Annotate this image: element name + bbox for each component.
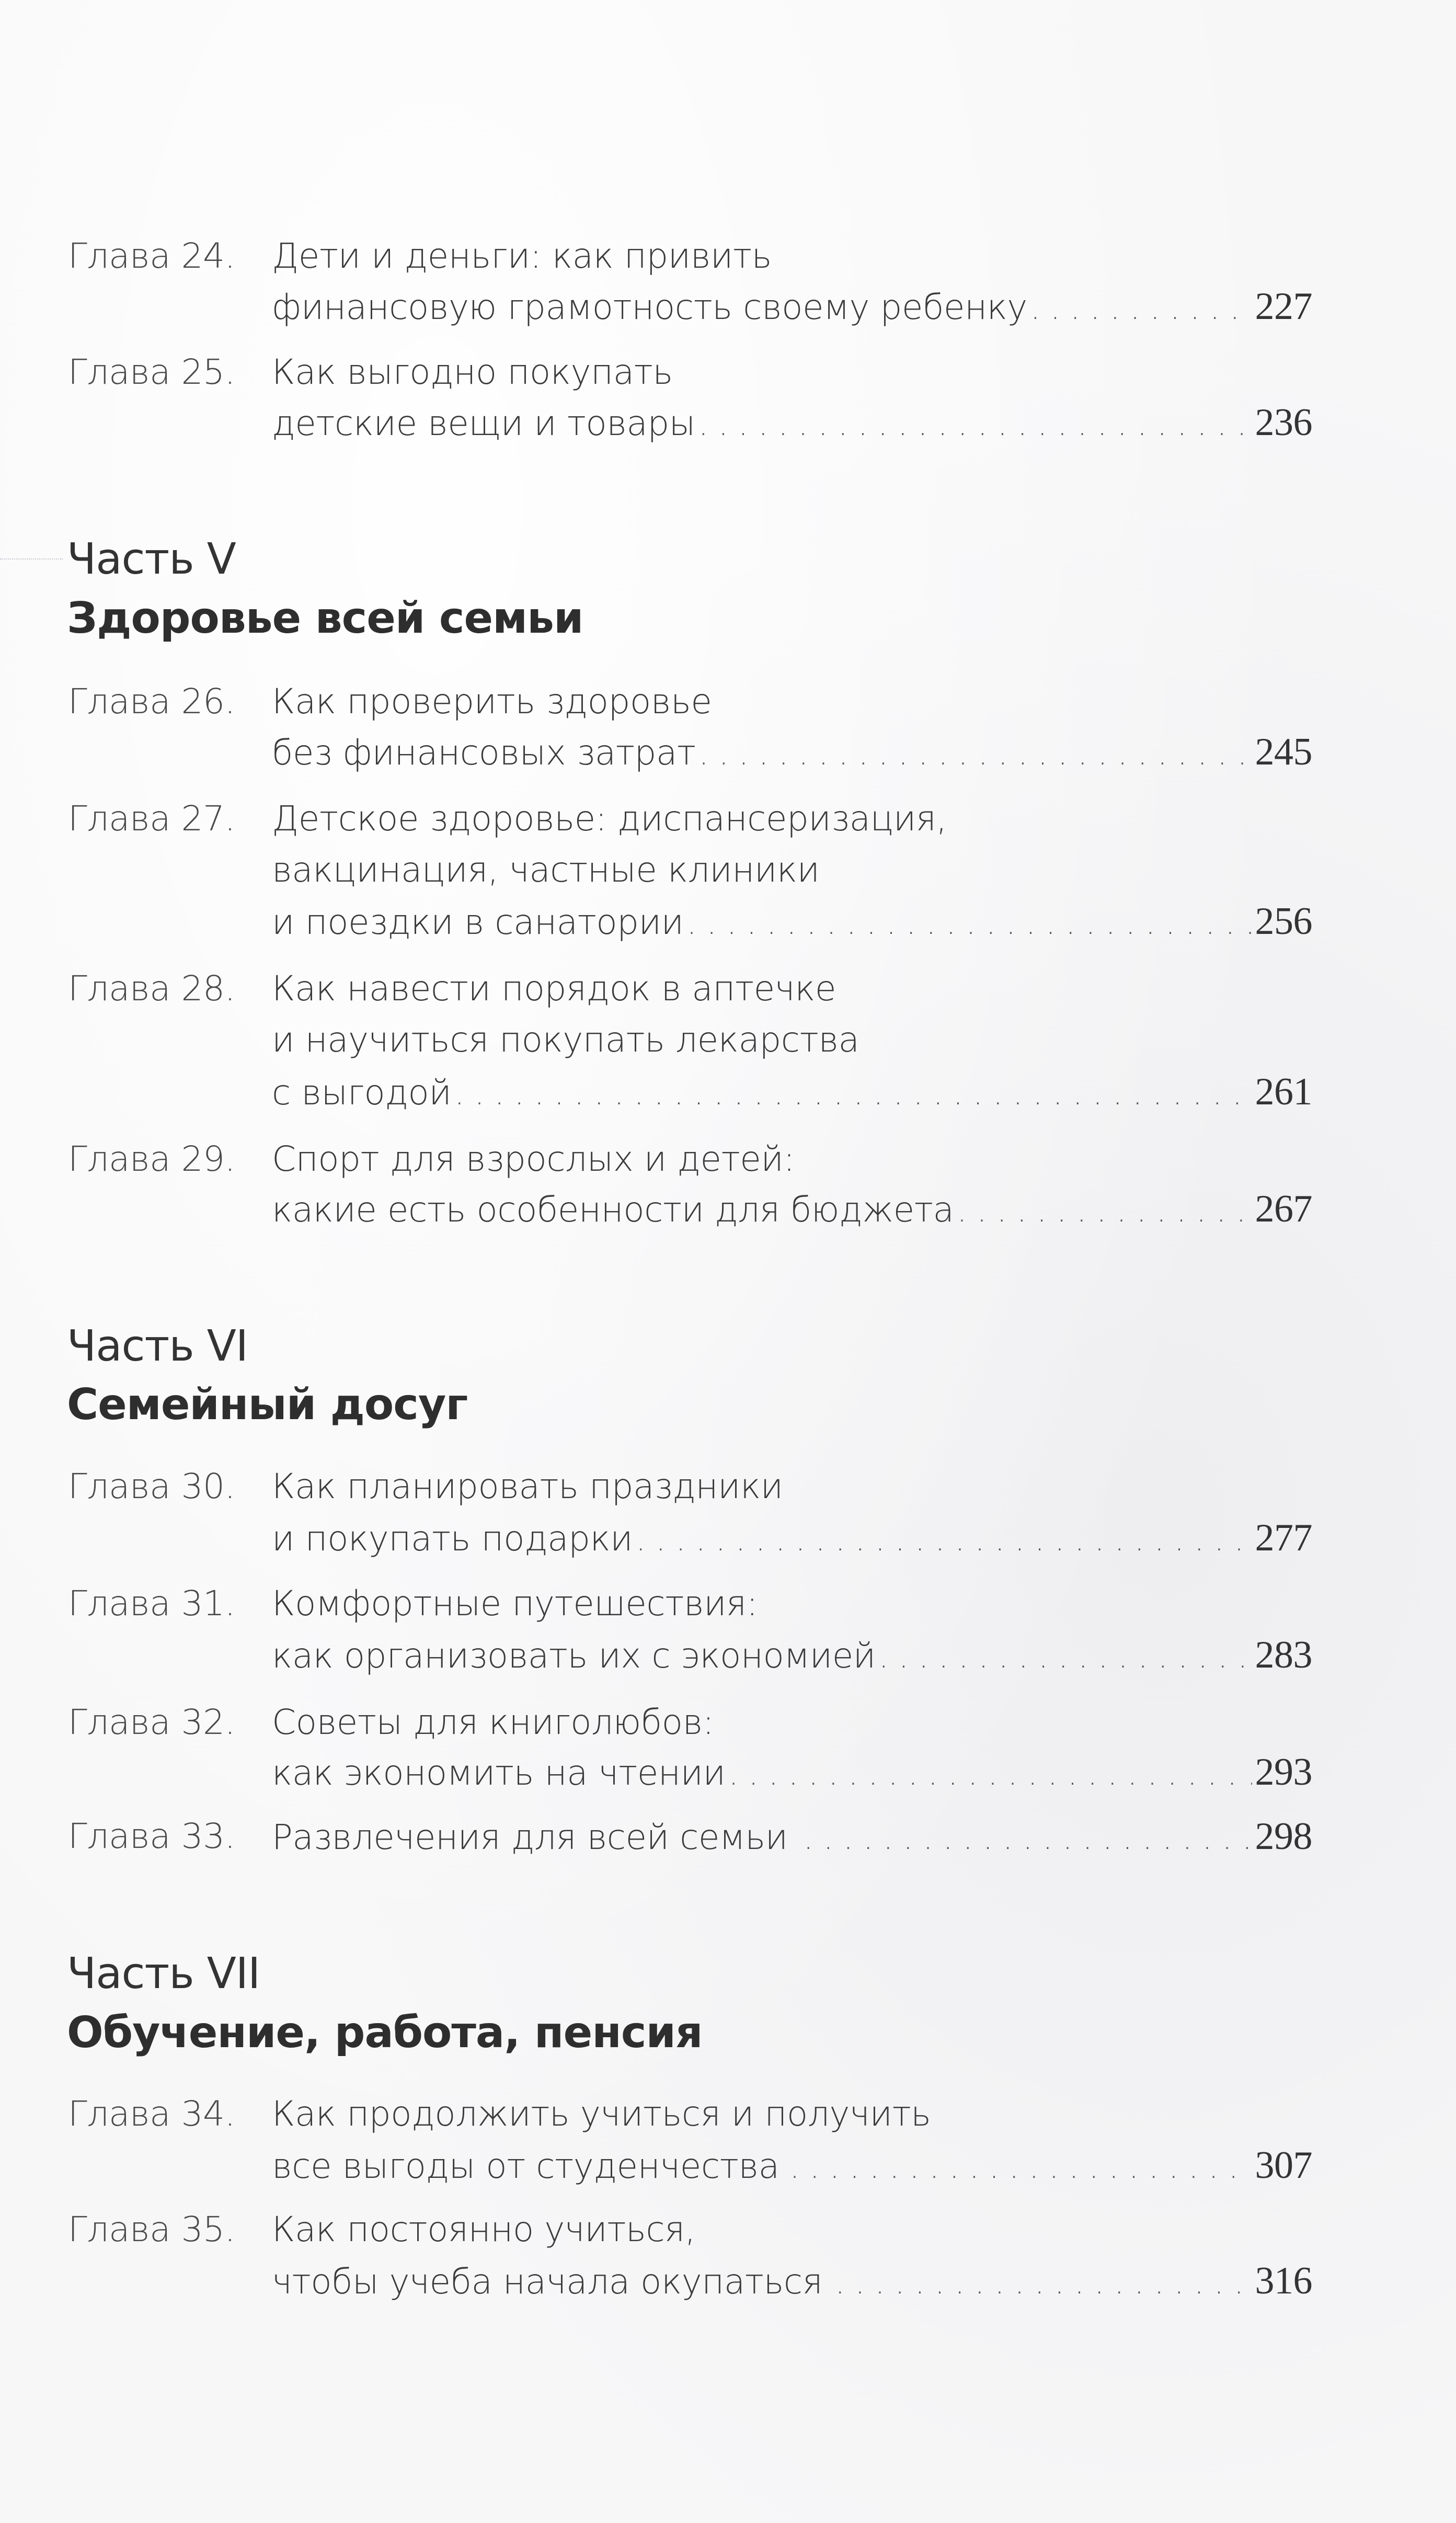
chapter-title-line: Как выгодно покупать <box>272 352 673 392</box>
dot-leader <box>687 898 1252 949</box>
dot-leader <box>454 1069 1252 1119</box>
toc-line <box>68 1462 1312 1512</box>
dot-leader <box>804 1813 1252 1864</box>
chapter-title-line: Советы для книголюбов: <box>272 1702 714 1742</box>
chapter-title-line: без финансовых затрат <box>272 733 696 773</box>
chapter-title-line: Развлечения для всей семьи <box>272 1817 788 1857</box>
margin-mark <box>0 558 63 560</box>
dot-leader <box>835 2258 1252 2308</box>
toc-line <box>68 1184 1312 1234</box>
chapter-label: Глава 28. <box>68 968 235 1009</box>
chapter-title-line: Спорт для взрослых и детей: <box>272 1139 795 1179</box>
chapter-title-line: Комфортные путешествия: <box>272 1583 758 1624</box>
toc-line <box>68 677 1312 727</box>
chapter-title-line: и покупать подарки <box>272 1519 633 1559</box>
chapter-title-line: вакцинация, частные клиники <box>272 850 820 890</box>
chapter-title-line: и поездки в санатории <box>272 902 684 942</box>
chapter-label: Глава 25. <box>68 352 235 392</box>
chapter-label: Глава 34. <box>68 2094 235 2134</box>
chapter-title-line: Как постоянно учиться, <box>272 2209 696 2250</box>
chapter-label: Глава 24. <box>68 236 235 276</box>
toc-line <box>68 964 1312 1014</box>
chapter-label: Глава 29. <box>68 1139 235 1179</box>
part-number: Часть VII <box>67 1949 260 1999</box>
dot-leader <box>790 2142 1252 2193</box>
dot-leader <box>698 399 1252 450</box>
chapter-title-line: Как продолжить учиться и получить <box>272 2094 931 2134</box>
chapter-label: Глава 26. <box>68 681 235 722</box>
part-number: Часть VI <box>67 1321 248 1371</box>
toc-line <box>68 727 1312 777</box>
page-number: 227 <box>1255 285 1312 328</box>
chapter-title-line: Как планировать праздники <box>272 1466 783 1506</box>
toc-line <box>68 794 1312 844</box>
toc-line <box>68 1015 1312 1065</box>
dot-leader <box>636 1515 1252 1565</box>
dot-leader <box>879 1632 1252 1682</box>
chapter-title-line: Детское здоровье: диспансеризация, <box>272 798 947 839</box>
dot-leader <box>728 1749 1252 1799</box>
toc-line <box>68 2205 1312 2255</box>
page-number: 261 <box>1255 1070 1312 1113</box>
part-title[interactable]: Обучение, работа, пенсия <box>67 2008 703 2058</box>
chapter-title-line: чтобы учеба начала окупаться <box>272 2262 823 2302</box>
page-number: 298 <box>1255 1815 1312 1858</box>
toc-line <box>68 1513 1312 1563</box>
dot-leader <box>1030 283 1252 334</box>
toc-line <box>68 1747 1312 1797</box>
chapter-label: Глава 31. <box>68 1583 235 1624</box>
part-title[interactable]: Семейный досуг <box>67 1380 468 1430</box>
toc-line <box>68 2089 1312 2139</box>
chapter-title-line: детские вещи и товары <box>272 403 695 443</box>
page-number: 256 <box>1255 900 1312 943</box>
chapter-title-line: Как навести порядок в аптечке <box>272 968 836 1009</box>
toc-line <box>68 845 1312 895</box>
chapter-label: Глава 30. <box>68 1466 235 1506</box>
part-title[interactable]: Здоровье всей семьи <box>67 593 583 643</box>
toc-line <box>68 281 1312 332</box>
page-number: 283 <box>1255 1634 1312 1676</box>
toc-line <box>68 231 1312 281</box>
toc-line <box>68 1697 1312 1748</box>
toc-line <box>68 2256 1312 2306</box>
chapter-label: Глава 35. <box>68 2209 235 2250</box>
dot-leader <box>957 1186 1252 1236</box>
page-number: 277 <box>1255 1516 1312 1559</box>
toc-line <box>68 1630 1312 1680</box>
dot-leader <box>699 729 1252 779</box>
toc-line <box>68 1811 1312 1862</box>
toc-line <box>68 896 1312 946</box>
toc-line <box>68 1579 1312 1629</box>
chapter-title-line: как экономить на чтении <box>272 1753 726 1793</box>
page-number: 245 <box>1255 730 1312 773</box>
chapter-label: Глава 32. <box>68 1702 235 1742</box>
chapter-title-line: Как проверить здоровье <box>272 681 712 722</box>
page-number: 236 <box>1255 401 1312 444</box>
chapter-title-line: с выгодой <box>272 1072 452 1113</box>
page-number: 293 <box>1255 1751 1312 1794</box>
chapter-label: Глава 27. <box>68 798 235 839</box>
chapter-label: Глава 33. <box>68 1816 235 1856</box>
chapter-title-line: Дети и деньги: как привить <box>272 236 772 276</box>
chapter-title-line: и научиться покупать лекарства <box>272 1020 859 1060</box>
chapter-title-line: как организовать их с экономией <box>272 1636 876 1676</box>
chapter-title-line: какие есть особенности для бюджета <box>272 1190 954 1230</box>
page-number: 267 <box>1255 1188 1312 1230</box>
page-number: 316 <box>1255 2259 1312 2302</box>
toc-line <box>68 1067 1312 1117</box>
toc-line <box>68 2140 1312 2190</box>
chapter-title-line: финансовую грамотность своему ребенку <box>272 287 1027 327</box>
chapter-title-line: все выгоды от студенчества <box>272 2146 779 2186</box>
page-number: 307 <box>1255 2144 1312 2187</box>
toc-line <box>68 1134 1312 1184</box>
toc-line <box>68 347 1312 397</box>
toc-line <box>68 397 1312 448</box>
part-number: Часть V <box>67 534 236 584</box>
